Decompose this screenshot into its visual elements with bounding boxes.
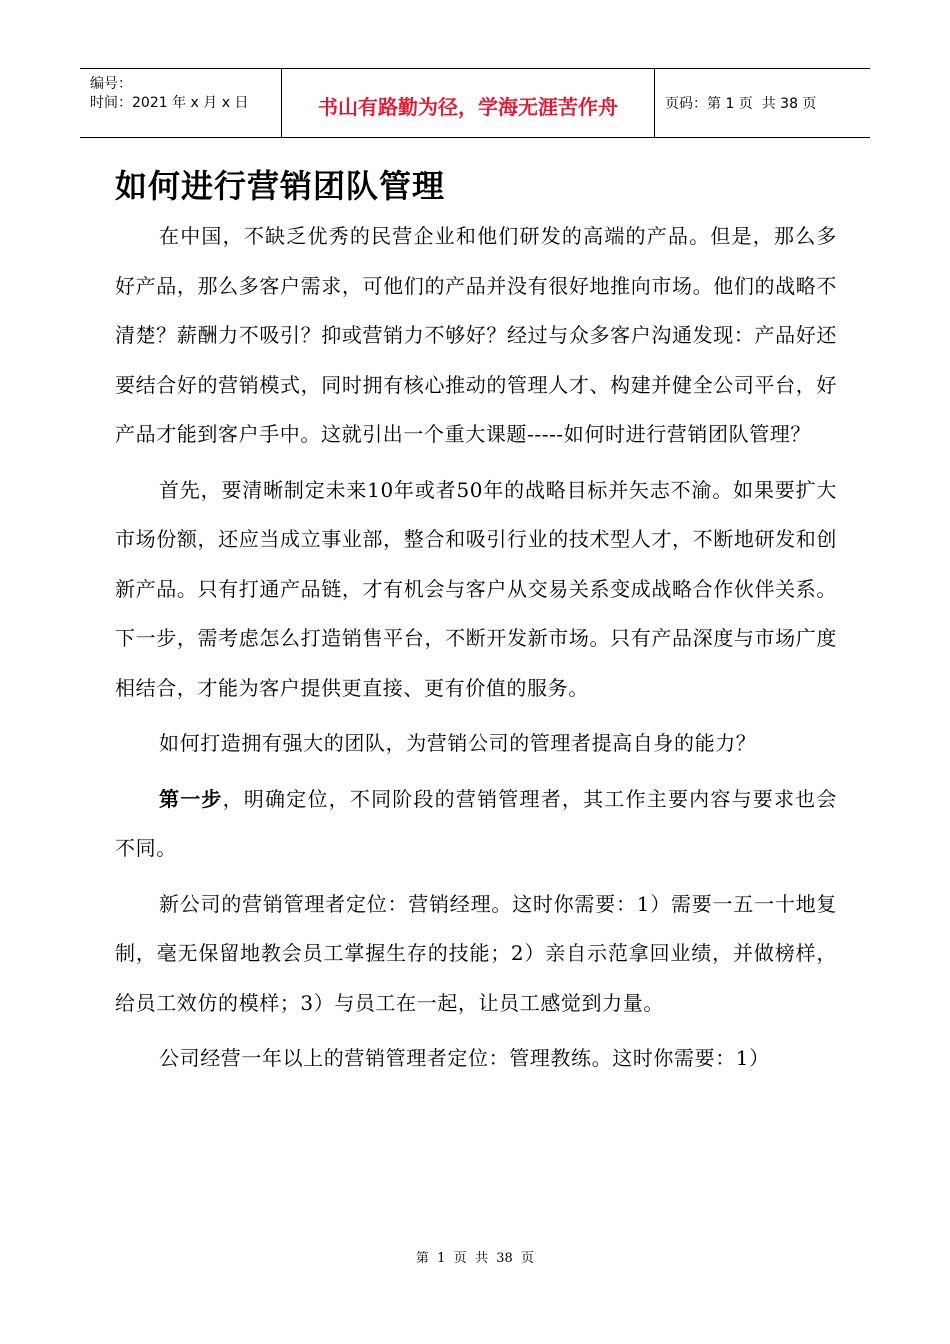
header-page-number: 页码：第 1 页 共 38 页 xyxy=(665,96,817,112)
header-motto: 书山有路勤为径，学海无涯苦作舟 xyxy=(281,69,655,137)
paragraph: 在中国，不缺乏优秀的民营企业和他们研发的高端的产品。但是，那么多好产品，那么多客户需求，可他们的产品并没有很好地推向市场。他们的战略不清楚？薪酬力不吸引？抑或营销力不够好？经过与众多客户沟通发现：产品好还要结合好的营销模式，同时拥有核心推动的管理人才、构建并健全公司平台，好产品才能到客户手中。这就引出一个重大课题-----如何时进行营销团队管理？ xyxy=(115,224,837,446)
header-meta xyxy=(80,69,281,137)
paragraph: 公司经营一年以上的营销管理者定位：管理教练。这时你需要：1） xyxy=(159,1046,770,1070)
step-heading: 第一步 xyxy=(159,786,223,811)
paragraph: 首先，要清晰制定未来10年或者50年的战略目标并矢志不渝。如果要扩大市场份额，还应当成立事业部，整合和吸引行业的技术型人才，不断地研发和创新产品。只有打通产品链，才有机会与客户从交易关系变成战略合作伙伴关系。下一步，需考虑怎么打造销售平台，不断开发新市场。只有产品深度与市场广度相结合，才能为客户提供更直接、更有价值的服务。 xyxy=(115,477,837,700)
page-header xyxy=(80,68,870,138)
page-footer: 第 1 页 共 38 页 xyxy=(415,1251,535,1266)
paragraph-text: ，明确定位，不同阶段的营销管理者，其工作主要内容与要求也会不同。 xyxy=(115,786,837,860)
document-body xyxy=(115,212,837,1084)
paragraph: 新公司的营销管理者定位：营销经理。这时你需要：1）需要一五一十地复制，毫无保留地教会员工掌握生存的技能；2）亲自示范拿回业绩，并做榜样，给员工效仿的模样；3）与员工在一起，让员工感觉到力量。 xyxy=(115,891,837,1015)
document-title: 如何进行营销团队管理 xyxy=(115,167,446,205)
paragraph xyxy=(115,775,837,874)
document-date: 时间：2021 年 x 月 x 日 xyxy=(90,95,249,111)
header-page-info xyxy=(655,69,870,137)
document-code-label: 编号： xyxy=(90,76,132,92)
paragraph: 如何打造拥有强大的团队，为营销公司的管理者提高自身的能力？ xyxy=(159,731,757,755)
